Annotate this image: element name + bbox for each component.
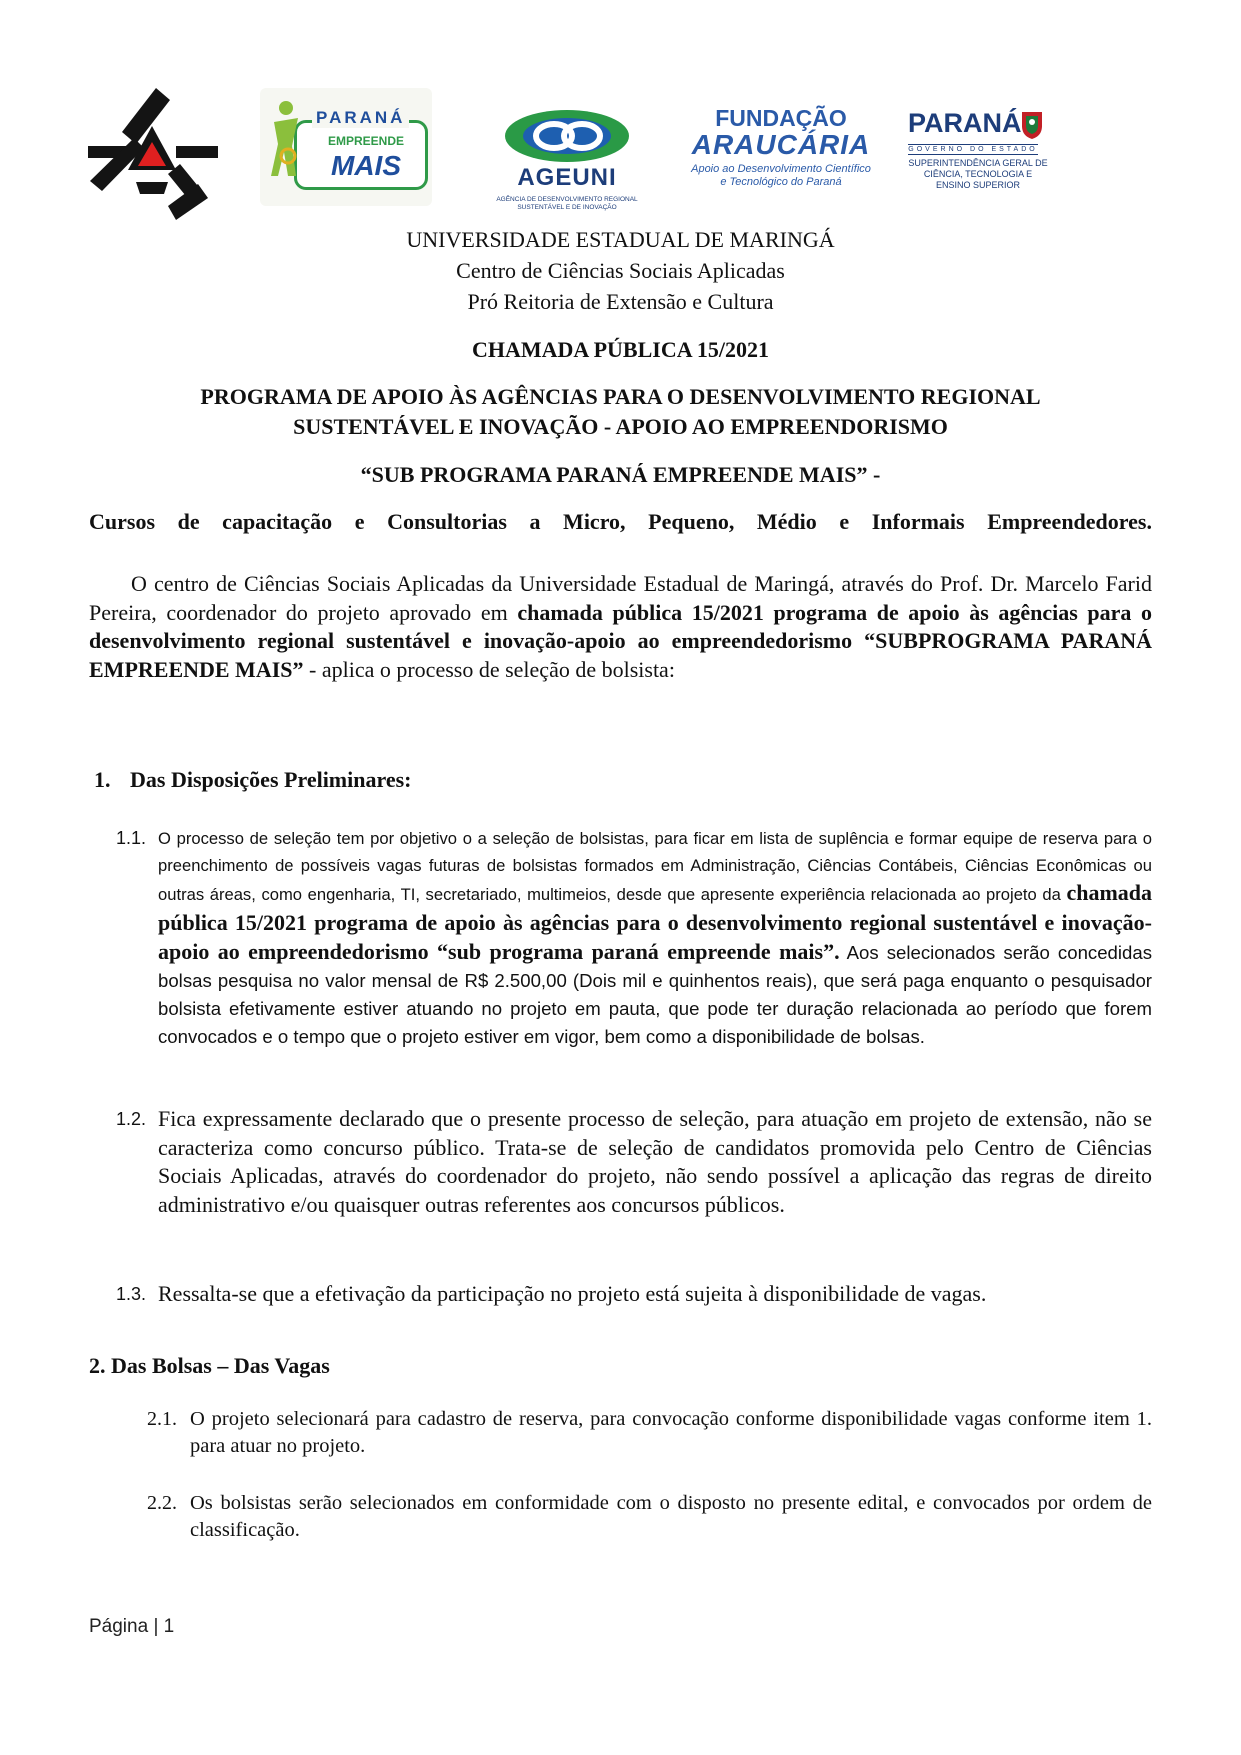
item-1-1-text-c: Aos selecionados serão concedidas bolsas pesquisa no valor mensal de R$ 2.500,00 (Dois mil e quinhentos reais), que será paga enquanto o pesquisador bolsista efetivamente estiver atuando no projeto em pauta, que pode ter duração relacionada ao período que forem convocados e o tempo que o projeto estiver em vigor, bem como a disponibilidade de bolsas.: [158, 941, 1152, 1048]
item-1-1-text-a: O processo de seleção tem por objetivo o a seleção de bolsistas, para ficar em lista de suplência e formar equipe de reserva para o preenchimento de possíveis vagas futuras de bolsistas formados em Administração, Ciências Contábeis, Ciências Econômicas ou outras áreas, como engenharia, TI, secretariado, multimeios, desde que apresente experiência relacionada ao projeto da: [158, 829, 1152, 905]
fundacao-araucaria-logo: FUNDAÇÃO ARAUCÁRIA Apoio ao Desenvolvimento Científico e Tecnológico do Paraná: [691, 105, 871, 188]
figure-icon: [266, 96, 306, 186]
crest-icon: [1020, 108, 1044, 140]
ageuni-logo: AGEUNI AGÊNCIA DE DESENVOLVIMENTO REGIONAL SUSTENTÁVEL E DE INOVAÇÃO: [492, 108, 642, 228]
logo-row: [88, 86, 1088, 236]
intro-paragraph: [89, 570, 1152, 684]
parana-empreende-mais-logo: PARANÁ EMPREENDE MAIS: [260, 88, 432, 206]
intro-text-c: - aplica o processo de seleção de bolsista:: [303, 656, 675, 682]
page-number: Página | 1: [89, 1616, 175, 1637]
subprogram-title: “SUB PROGRAMA PARANÁ EMPREENDE MAIS” -: [360, 462, 881, 487]
ageuni-emblem: [502, 108, 632, 164]
section1-heading-text: Das Disposições Preliminares:: [130, 767, 412, 792]
program-title-line1: PROGRAMA DE APOIO ÀS AGÊNCIAS PARA O DESENVOLVIMENTO REGIONAL: [200, 384, 1041, 409]
intro-text-b: chamada pública 15/2021 programa de apoio às agências para o desenvolvimento regional sustentável e inovação-apoio ao empreendedorismo “SUBPROGRAMA PARANÁ EMPREENDE MAIS”: [89, 599, 1152, 682]
courses-line: Cursos de capacitação e Consultorias a Micro, Pequeno, Médio e Informais Empreendedores.: [89, 509, 1152, 534]
intro-text-a: O centro de Ciências Sociais Aplicadas da Universidade Estadual de Maringá, através do Prof. Dr. Marcelo Farid Pereira, coordenador do projeto aprovado em: [89, 571, 1152, 625]
parana-governo-logo: PARANÁ GOVERNO DO ESTADO SUPERINTENDÊNCIA GERAL DE CIÊNCIA, TECNOLOGIA E ENSINO SUPERIOR: [908, 108, 1048, 190]
section2-heading: 2. Das Bolsas – Das Vagas: [89, 1353, 330, 1378]
uem-logo: [88, 86, 218, 226]
center-name: Centro de Ciências Sociais Aplicadas: [456, 258, 785, 283]
item-1-1-text-b: chamada pública 15/2021 programa de apoio às agências para o desenvolvimento regional sustentável e inovação-apoio ao empreendedorismo “sub programa paraná empreende mais”.: [158, 880, 1152, 964]
university-name: UNIVERSIDADE ESTADUAL DE MARINGÁ: [406, 227, 835, 252]
program-title-line2: SUSTENTÁVEL E INOVAÇÃO - APOIO AO EMPREENDORISMO: [293, 414, 948, 439]
document-page: PARANÁ EMPREENDE MAIS AGEUNI AGÊNCIA DE DESENVOLVIMENTO REGIONAL SUSTENTÁVEL E DE INOVAÇÃO FUNDAÇÃO ARAUCÁRIA Apoio ao Desenvolvimento Científico e Tecnológico do Paraná PARANÁ GOVERNO DO ESTADO SUPERINTENDÊNCIA GERAL DE CIÊNCIA, TECNOLOGIA E ENSINO SUPERIOR UNIVERSIDADE ESTADUAL DE MARINGÁ Centro de Ciências Sociais Aplicadas Pró Reitoria de Extensão e Cultura CHAMADA PÚBLICA 15/2021 PROGRAMA DE APOIO ÀS AGÊNCIAS PARA O DESENVOLVIMENTO REGIONAL SUSTENTÁVEL E INOVAÇÃO - APOIO AO EMPREENDORISMO “SUB PROGRAMA PARANÁ EMPREENDE MAIS” - Cursos de capacitação e Consultorias a Micro, Pequeno, Médio e Informais Empreendedores. O centro de Ciências Sociais Aplicadas da Universidade Estadual de Maringá, através do Prof. Dr. Marcelo Farid Pereira, coordenador do projeto aprovado em chamada pública 15/2021 programa de apoio às agências para o desenvolvimento regional sustentável e inovação-apoio ao empreendedorismo “SUBPROGRAMA PARANÁ EMPREENDE MAIS” - aplica o processo de seleção de bolsista: 1. Das Disposições Preliminares: 1.1. O processo de seleção tem por objetivo o a seleção de bolsistas, para ficar em lista de suplência e formar equipe de reserva para o preenchimento de possíveis vagas futuras de bolsistas formados em Administração, Ciências Contábeis, Ciências Econômicas ou outras áreas, como engenharia, TI, secretariado, multimeios, desde que apresente experiência relacionada ao projeto da chamada pública 15/2021 programa de apoio às agências para o desenvolvimento regional sustentável e inovação-apoio ao empreendedorismo “sub programa paraná empreende mais”. Aos selecionados serão concedidas bolsas pesquisa no valor mensal de R$ 2.500,00 (Dois mil e quinhentos reais), que será paga enquanto o pesquisador bolsista efetivamente estiver atuando no projeto em pauta, que pode ter duração relacionada ao período que forem convocados e o tempo que o projeto estiver em vigor, bem como a disponibilidade de bolsas. 1.2. Fica expressamente declarado que o presente processo de seleção, para atuação em projeto de extensão, não se caracteriza como concurso público. Trata-se de seleção de candidatos promovida pelo Centro de Ciências Sociais Aplicadas, através do coordenador do projeto, não sendo possível a aplicação das regras de direito administrativo e/ou quaisquer outras referentes aos concursos públicos. 1.3. Ressalta-se que a efetivação da participação no projeto está sujeita à disponibilidade de vagas. 2. Das Bolsas – Das Vagas 2.1. O projeto selecionará para cadastro de reserva, para convocação conforme disponibilidade vagas conforme item 1. para atuar no projeto. 2.2. Os bolsistas serão selecionados em conformidade com o disposto no presente edital, e convocados por ordem de classificação. Página | 1: [0, 0, 1241, 1755]
section1-heading-num: 1.: [94, 767, 111, 792]
prorectory-name: Pró Reitoria de Extensão e Cultura: [467, 289, 774, 314]
section1-heading: [94, 767, 1094, 793]
call-title: CHAMADA PÚBLICA 15/2021: [471, 337, 769, 362]
